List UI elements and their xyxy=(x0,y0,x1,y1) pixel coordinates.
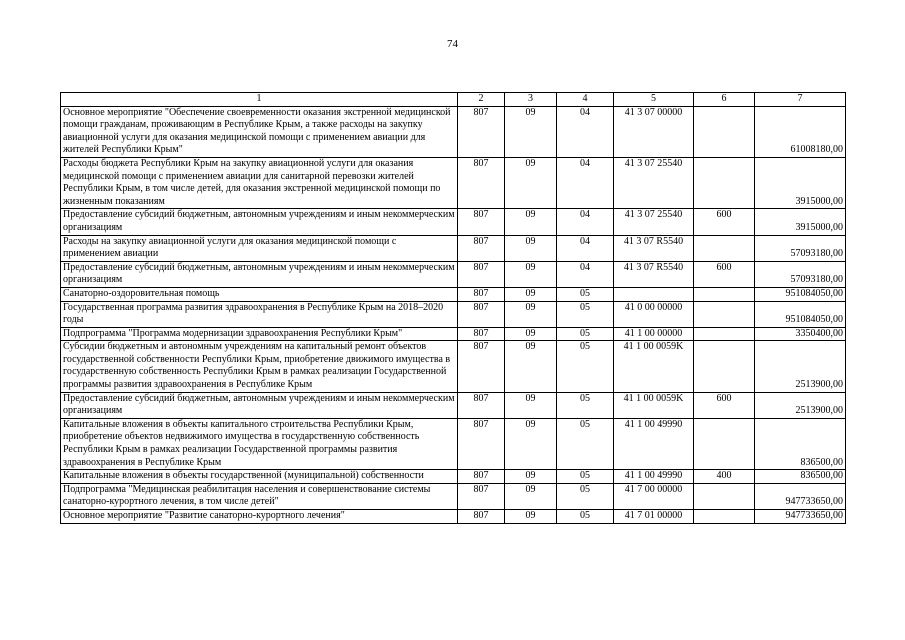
row-name-cell: Подпрограмма "Медицинская реабилитация населения и совершенствование системы санаторно-курортного лечения, в том числе детей" xyxy=(61,483,458,509)
table-row xyxy=(61,470,846,484)
header-cell: 4 xyxy=(557,93,614,107)
subsection-code-cell: 05 xyxy=(557,287,614,301)
table-row xyxy=(61,341,846,392)
row-name-cell: Предоставление субсидий бюджетным, автономным учреждениям и иным некоммерческим организациям xyxy=(61,261,458,287)
header-cell: 1 xyxy=(61,93,458,107)
admin-code-cell: 807 xyxy=(458,470,505,484)
section-code-cell: 09 xyxy=(505,510,557,524)
table-row xyxy=(61,510,846,524)
target-article-cell xyxy=(614,287,694,301)
amount-cell: 3350400,00 xyxy=(755,327,846,341)
row-name-cell: Капитальные вложения в объекты капитального строительства Республики Крым, приобретение объектов недвижимого имущества в государственную собственность Республики Крым в рамках реализации Государственной программы развития здравоохранения в Республике Крым xyxy=(61,418,458,469)
table-row xyxy=(61,106,846,157)
expense-type-cell xyxy=(694,483,755,509)
target-article-cell: 41 1 00 49990 xyxy=(614,470,694,484)
subsection-code-cell: 04 xyxy=(557,106,614,157)
row-name-cell: Расходы бюджета Республики Крым на закупку авиационной услуги для оказания медицинской помощи с применением авиации для санитарной перевозки жителей Республики Крым, в том числе детей, для оказания экстренной медицинской помощи по жизненным показаниям xyxy=(61,157,458,208)
subsection-code-cell: 04 xyxy=(557,157,614,208)
subsection-code-cell: 05 xyxy=(557,418,614,469)
expense-type-cell xyxy=(694,327,755,341)
header-cell: 6 xyxy=(694,93,755,107)
section-code-cell: 09 xyxy=(505,157,557,208)
amount-cell: 57093180,00 xyxy=(755,235,846,261)
amount-cell: 947733650,00 xyxy=(755,510,846,524)
row-name-cell: Предоставление субсидий бюджетным, автономным учреждениям и иным некоммерческим организациям xyxy=(61,209,458,235)
admin-code-cell: 807 xyxy=(458,483,505,509)
section-code-cell: 09 xyxy=(505,235,557,261)
section-code-cell: 09 xyxy=(505,106,557,157)
section-code-cell: 09 xyxy=(505,261,557,287)
amount-cell: 2513900,00 xyxy=(755,392,846,418)
section-code-cell: 09 xyxy=(505,483,557,509)
subsection-code-cell: 05 xyxy=(557,327,614,341)
row-name-cell: Основное мероприятие "Развитие санаторно-курортного лечения" xyxy=(61,510,458,524)
target-article-cell: 41 3 07 R5540 xyxy=(614,235,694,261)
subsection-code-cell: 05 xyxy=(557,470,614,484)
admin-code-cell: 807 xyxy=(458,418,505,469)
admin-code-cell: 807 xyxy=(458,510,505,524)
subsection-code-cell: 05 xyxy=(557,392,614,418)
section-code-cell: 09 xyxy=(505,341,557,392)
table-row xyxy=(61,418,846,469)
amount-cell: 951084050,00 xyxy=(755,301,846,327)
row-name-cell: Санаторно-оздоровительная помощь xyxy=(61,287,458,301)
table-row xyxy=(61,287,846,301)
row-name-cell: Предоставление субсидий бюджетным, автономным учреждениям и иным некоммерческим организациям xyxy=(61,392,458,418)
table-row xyxy=(61,209,846,235)
row-name-cell: Субсидии бюджетным и автономным учреждениям на капитальный ремонт объектов государственной собственности Республики Крым, приобретение движимого имущества в государственную собственность Республики Крым в рамках реализации Государственной программы развития здравоохранения в Республике Крым xyxy=(61,341,458,392)
amount-cell: 3915000,00 xyxy=(755,209,846,235)
expense-type-cell xyxy=(694,106,755,157)
expense-type-cell xyxy=(694,341,755,392)
admin-code-cell: 807 xyxy=(458,392,505,418)
header-cell: 3 xyxy=(505,93,557,107)
table-row xyxy=(61,261,846,287)
row-name-cell: Подпрограмма "Программа модернизации здравоохранения Республики Крым" xyxy=(61,327,458,341)
target-article-cell: 41 3 07 25540 xyxy=(614,157,694,208)
target-article-cell: 41 3 07 00000 xyxy=(614,106,694,157)
amount-cell: 3915000,00 xyxy=(755,157,846,208)
section-code-cell: 09 xyxy=(505,287,557,301)
target-article-cell: 41 1 00 0059K xyxy=(614,341,694,392)
table-row xyxy=(61,157,846,208)
subsection-code-cell: 05 xyxy=(557,510,614,524)
header-cell: 2 xyxy=(458,93,505,107)
expense-type-cell: 600 xyxy=(694,209,755,235)
header-cell: 7 xyxy=(755,93,846,107)
row-name-cell: Капитальные вложения в объекты государственной (муниципальной) собственности xyxy=(61,470,458,484)
target-article-cell: 41 3 07 25540 xyxy=(614,209,694,235)
expense-type-cell xyxy=(694,157,755,208)
expense-type-cell xyxy=(694,301,755,327)
row-name-cell: Расходы на закупку авиационной услуги для оказания медицинской помощи с применением авиации xyxy=(61,235,458,261)
section-code-cell: 09 xyxy=(505,392,557,418)
target-article-cell: 41 7 01 00000 xyxy=(614,510,694,524)
amount-cell: 2513900,00 xyxy=(755,341,846,392)
target-article-cell: 41 7 00 00000 xyxy=(614,483,694,509)
subsection-code-cell: 05 xyxy=(557,483,614,509)
header-cell: 5 xyxy=(614,93,694,107)
amount-cell: 836500,00 xyxy=(755,470,846,484)
row-name-cell: Основное мероприятие "Обеспечение своевременности оказания экстренной медицинской помощи гражданам, проживающим в Республике Крым, а также расходы на закупку авиационной услуги для оказания медицинской помощи с применением авиации для жителей Республики Крым" xyxy=(61,106,458,157)
section-code-cell: 09 xyxy=(505,327,557,341)
budget-table xyxy=(60,92,846,524)
subsection-code-cell: 04 xyxy=(557,209,614,235)
expense-type-cell: 600 xyxy=(694,392,755,418)
admin-code-cell: 807 xyxy=(458,301,505,327)
row-name-cell: Государственная программа развития здравоохранения в Республике Крым на 2018–2020 годы xyxy=(61,301,458,327)
admin-code-cell: 807 xyxy=(458,287,505,301)
expense-type-cell: 600 xyxy=(694,261,755,287)
amount-cell: 57093180,00 xyxy=(755,261,846,287)
table-row xyxy=(61,301,846,327)
expense-type-cell xyxy=(694,235,755,261)
amount-cell: 836500,00 xyxy=(755,418,846,469)
target-article-cell: 41 1 00 49990 xyxy=(614,418,694,469)
amount-cell: 61008180,00 xyxy=(755,106,846,157)
expense-type-cell xyxy=(694,418,755,469)
table-row xyxy=(61,327,846,341)
section-code-cell: 09 xyxy=(505,209,557,235)
subsection-code-cell: 04 xyxy=(557,235,614,261)
subsection-code-cell: 05 xyxy=(557,341,614,392)
section-code-cell: 09 xyxy=(505,470,557,484)
admin-code-cell: 807 xyxy=(458,157,505,208)
table-row xyxy=(61,235,846,261)
page-number: 74 xyxy=(447,38,458,50)
admin-code-cell: 807 xyxy=(458,106,505,157)
table-header-row xyxy=(61,93,846,107)
admin-code-cell: 807 xyxy=(458,341,505,392)
expense-type-cell: 400 xyxy=(694,470,755,484)
section-code-cell: 09 xyxy=(505,301,557,327)
amount-cell: 951084050,00 xyxy=(755,287,846,301)
expense-type-cell xyxy=(694,510,755,524)
table-row xyxy=(61,392,846,418)
admin-code-cell: 807 xyxy=(458,209,505,235)
table-row xyxy=(61,483,846,509)
target-article-cell: 41 1 00 0059K xyxy=(614,392,694,418)
target-article-cell: 41 0 00 00000 xyxy=(614,301,694,327)
target-article-cell: 41 1 00 00000 xyxy=(614,327,694,341)
subsection-code-cell: 05 xyxy=(557,301,614,327)
expense-type-cell xyxy=(694,287,755,301)
admin-code-cell: 807 xyxy=(458,235,505,261)
admin-code-cell: 807 xyxy=(458,327,505,341)
target-article-cell: 41 3 07 R5540 xyxy=(614,261,694,287)
subsection-code-cell: 04 xyxy=(557,261,614,287)
section-code-cell: 09 xyxy=(505,418,557,469)
admin-code-cell: 807 xyxy=(458,261,505,287)
amount-cell: 947733650,00 xyxy=(755,483,846,509)
